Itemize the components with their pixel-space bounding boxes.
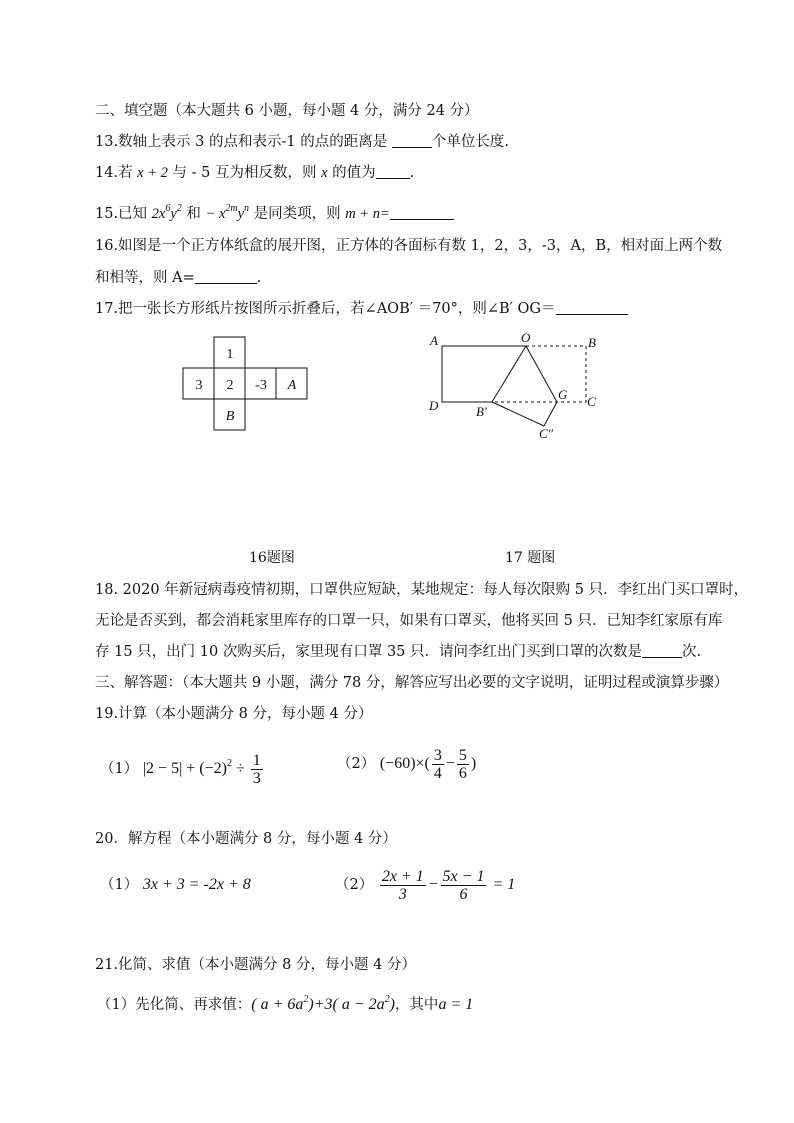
- rectangle-left-edges: [442, 346, 526, 402]
- q21-part-1: [97, 990, 473, 1015]
- q21-1-text: （1）先化简、再求值：: [97, 997, 252, 1013]
- point-label-B: B: [588, 335, 596, 350]
- q19-1-expression: $|2 - 5| + (-2)^2$ ÷ $\frac{1}{3}$: [142, 751, 261, 787]
- q18-text: 存 15 只，出门 10 次购买后，家里现有口罩 35 只．请问李红出门买到口罩的次数是: [95, 644, 643, 660]
- question-16-line-2: [95, 268, 261, 288]
- folded-edge-CG: [544, 402, 557, 426]
- net-label-B: B: [225, 409, 235, 424]
- q20-part-2: [335, 867, 515, 903]
- point-label-A: A: [430, 333, 438, 348]
- q17-text: 17.把一张长方形纸片按图所示折叠后，若∠AOB′ ＝70°，则∠B′ OG＝: [95, 301, 556, 317]
- figure-17-folded-rectangle: [420, 328, 610, 443]
- net-label-neg3: -3: [255, 378, 267, 393]
- q15-and: 和: [186, 206, 201, 222]
- fold-line-OB: [492, 346, 526, 402]
- original-outline-dashed: [492, 346, 586, 402]
- q13-text: 13.数轴上表示 3 的点和表示-1 的点的距离是: [95, 134, 388, 150]
- q15-answer-blank[interactable]: [390, 205, 454, 220]
- q16-tail: .: [256, 270, 262, 286]
- q20-2-label: （2）: [335, 877, 374, 893]
- net-label-2: 2: [226, 378, 234, 393]
- point-label-O: O: [521, 330, 531, 345]
- q20-1-label: （1）: [100, 877, 139, 893]
- question-19-title: 19.计算（本小题满分 8 分，每小题 4 分）: [95, 706, 373, 722]
- q16-answer-blank[interactable]: [195, 269, 257, 284]
- question-21-title: 21.化简、求值（本小题满分 8 分，每小题 4 分）: [95, 957, 416, 973]
- q14-value-label: 的值为: [332, 165, 376, 181]
- q14-variable: x: [321, 165, 328, 181]
- q21-1-condition: a = 1: [438, 996, 474, 1013]
- q20-1-equation: 3x + 3 = -2x + 8: [142, 876, 251, 893]
- folded-edge-BC: [492, 402, 544, 426]
- point-label-B-prime: B′: [476, 404, 487, 419]
- q20-2-equation: $\frac{2x + 1}{3}$ − $\frac{5x - 1}{6}$ = 1: [381, 867, 516, 903]
- section-heading-fill-in: 二、填空题（本大题共 6 小题，每小题 4 分，满分 24 分）: [95, 103, 479, 119]
- q17-answer-blank[interactable]: [556, 300, 628, 315]
- question-20-title: 20．解方程（本小题满分 8 分，每小题 4 分）: [95, 831, 397, 847]
- question-18-line-2: 无论是否买到，都会消耗家里库存的口罩一只，如果有口罩买，他将买回 5 只．已知李红家原有库: [95, 613, 723, 629]
- q14-mid: 与 - 5 互为相反数，则: [172, 165, 317, 181]
- q15-term-1: $2x^6y^2$: [151, 203, 182, 222]
- q18-answer-blank[interactable]: [642, 643, 682, 658]
- q14-tail: .: [409, 165, 415, 181]
- q14-lead: 14.若: [95, 165, 133, 181]
- q13-tail: 个单位长度.: [431, 134, 509, 150]
- q20-part-1: [100, 875, 251, 895]
- fold-line-OG: [526, 346, 557, 402]
- q15-sum: m + n=: [345, 206, 390, 222]
- net-label-3: 3: [195, 378, 203, 393]
- question-15: [95, 199, 454, 224]
- q21-1-expression: ( $a + 6a^2)+3$( $a - 2a^2$): [251, 994, 395, 1013]
- question-16-line-1: 16.如图是一个正方体纸盒的展开图，正方体的各面标有数 1，2，3，-3，A，B，相对面上两个数: [95, 238, 723, 254]
- q15-term-2: − $x^{2m}y^n$: [205, 203, 250, 222]
- q19-2-label: （2）: [337, 756, 376, 772]
- question-13: [95, 132, 509, 152]
- net-label-1: 1: [226, 347, 234, 362]
- q19-2-expression: (−60)×( $\frac{3}{4}$ − $\frac{5}{6}$ ): [379, 746, 477, 782]
- question-14: [95, 163, 414, 183]
- q14-expression: x + 2: [137, 165, 168, 181]
- question-17: [95, 299, 628, 319]
- q19-1-label: （1）: [100, 761, 139, 777]
- q15-mid: 是同类项，则: [253, 206, 341, 222]
- section-heading-solutions: 三、解答题：（本大题共 9 小题，满分 78 分，解答应写出必要的文字说明，证明过程或演算步骤）: [95, 675, 729, 691]
- point-label-G: G: [558, 387, 568, 402]
- point-label-C: C: [587, 394, 596, 409]
- point-label-C-prime: C″: [539, 426, 554, 441]
- q15-lead: 15.已知: [95, 206, 148, 222]
- q21-1-where: ，其中: [394, 997, 439, 1013]
- q13-answer-blank[interactable]: [392, 133, 432, 148]
- q14-answer-blank[interactable]: [376, 164, 410, 179]
- figure-16-cube-net: [180, 336, 310, 436]
- q16-text: 和相等，则 A=: [95, 270, 195, 286]
- question-18-line-3: [95, 642, 701, 662]
- question-18-line-1: 18. 2020 年新冠病毒疫情初期，口罩供应短缺，某地规定：每人每次限购 5 只．李红出门买口罩时，: [95, 582, 749, 598]
- point-label-D: D: [429, 398, 439, 413]
- figure-16-caption: 16题图: [249, 550, 295, 566]
- figure-17-caption: 17 题图: [505, 550, 556, 566]
- q19-part-2: [337, 746, 476, 782]
- net-label-A: A: [287, 378, 297, 393]
- q19-part-1: [100, 746, 265, 787]
- q18-tail: 次.: [682, 644, 702, 660]
